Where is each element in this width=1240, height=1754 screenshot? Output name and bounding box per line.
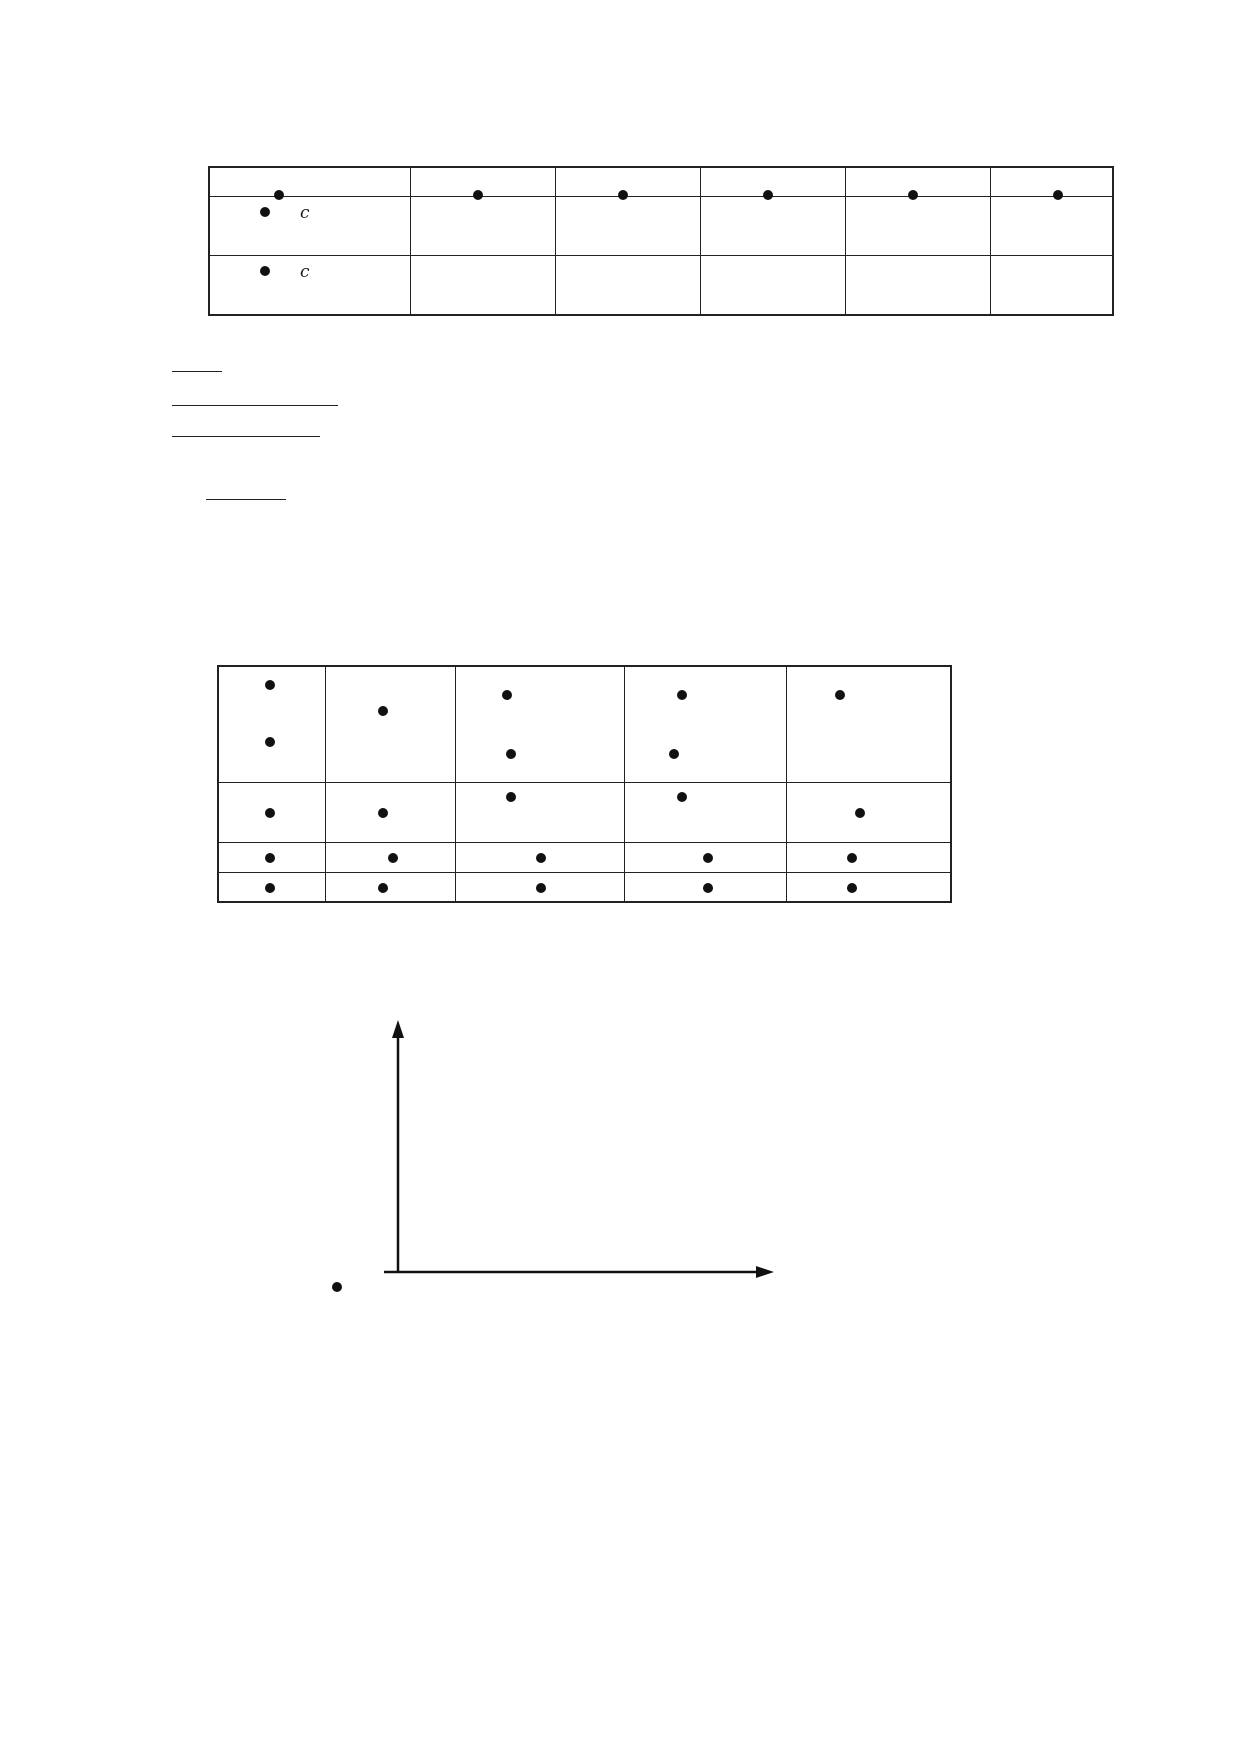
co-row [209, 256, 1113, 316]
x-axis-arrow [756, 1266, 774, 1278]
blank-cell[interactable] [456, 872, 625, 902]
t2-row-III [218, 872, 951, 902]
blank-cell[interactable] [624, 872, 787, 902]
question-1 [172, 356, 222, 378]
bullet-dot [332, 1282, 342, 1292]
answer-blank-3[interactable] [172, 436, 320, 437]
answer-blank-1[interactable] [172, 371, 222, 372]
blank-cell[interactable] [456, 842, 625, 872]
experiment-design-table [217, 665, 952, 903]
no-row-label: c [300, 203, 310, 223]
time-header-cell [209, 167, 410, 197]
no-row [209, 197, 1113, 256]
answer-blank-2[interactable] [172, 405, 338, 406]
t2-header-row [218, 666, 951, 782]
question-3 [172, 421, 320, 443]
y-axis-arrow [392, 1020, 404, 1038]
t2-row-II [218, 842, 951, 872]
question-2 [172, 390, 338, 419]
concentration-table [208, 166, 1114, 316]
co-row-label: c [300, 262, 310, 282]
answer-blank-4[interactable] [206, 499, 286, 500]
blank-cell[interactable] [624, 842, 787, 872]
blank-cell[interactable] [325, 842, 456, 872]
question-4-cont [206, 484, 286, 506]
t2-row-I [218, 782, 951, 842]
concentration-time-graph[interactable] [320, 1010, 790, 1310]
